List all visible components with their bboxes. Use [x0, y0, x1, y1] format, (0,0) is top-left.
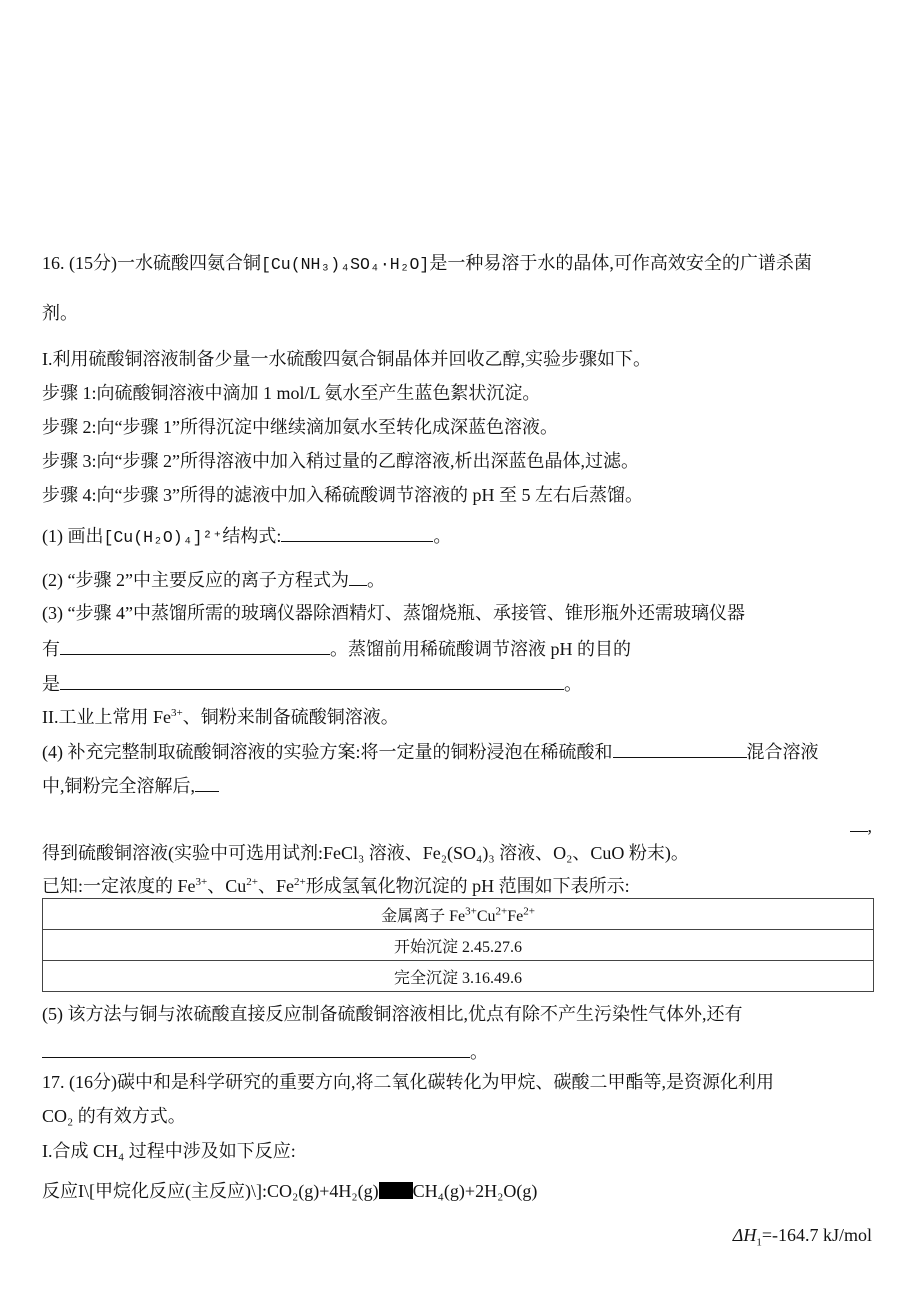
known-text-a: 已知:一定浓度的 Fe	[42, 876, 196, 896]
ions-text-b: Cu	[476, 907, 496, 925]
q5-answer-blank[interactable]	[42, 1040, 470, 1058]
q16-part1-heading: I.利用硫酸铜溶液制备少量一水硫酸四氨合铜晶体并回收乙醇,实验步骤如下。	[42, 349, 651, 369]
known-text-c: 、Fe	[257, 876, 294, 896]
q16-step2: 步骤 2:向“步骤 1”所得沉淀中继续滴加氨水至转化成深蓝色溶液。	[42, 417, 558, 437]
known-charge-3: 2+	[293, 876, 306, 888]
q16-question5: (5) 该方法与铜与浓硫酸直接反应制备硫酸铜溶液相比,优点有除不产生污染性气体外,还有	[42, 1004, 743, 1024]
q4-reagents: 得到硫酸铜溶液(实验中可选用试剂:FeCl₃ 溶液、Fe₂(SO₄)₃ 溶液、O₂、CuO 粉末)。	[42, 843, 689, 863]
known-text-d: 形成氢氧化物沉淀的 pH 范围如下表所示:	[305, 876, 630, 896]
table-row	[43, 930, 874, 961]
q3-text-b1: 有	[42, 639, 60, 659]
q17-part1-heading: I.合成 CH₄ 过程中涉及如下反应:	[42, 1141, 296, 1161]
q16-question2	[42, 568, 872, 591]
part2-charge: 3+	[171, 707, 183, 719]
equilibrium-arrow-icon	[379, 1182, 413, 1199]
q16-formula: [Cu(NH₃)₄SO₄·H₂O]	[261, 255, 430, 274]
q3-end: 。	[564, 674, 582, 694]
q16-step4: 步骤 4:向“步骤 3”所得的滤液中加入稀硫酸调节溶液的 pH 至 5 左右后蒸馏。	[42, 485, 643, 505]
part2-text-b: 、铜粉来制备硫酸铜溶液。	[182, 707, 399, 727]
known-text-b: 、Cu	[207, 876, 247, 896]
q1-end: 。	[433, 526, 452, 546]
q1-answer-blank[interactable]	[281, 524, 433, 542]
known-condition	[42, 875, 872, 897]
known-charge-1: 3+	[195, 876, 208, 888]
table-row	[43, 961, 874, 992]
q17-intro: 17. (16分)碳中和是科学研究的重要方向,将二氧化碳转化为甲烷、碳酸二甲酯等,是资源化利用	[42, 1072, 774, 1092]
q16-part2-heading	[42, 706, 872, 728]
ions-charge-1: 3+	[465, 905, 477, 918]
q3-instrument-blank[interactable]	[60, 637, 330, 655]
ions-text-c: Fe	[507, 907, 524, 925]
ph-table	[42, 898, 874, 992]
q2-text: (2) “步骤 2”中主要反应的离子方程式为	[42, 570, 349, 590]
q3-text-c1: 是	[42, 674, 60, 694]
q16-step1: 步骤 1:向硫酸铜溶液中滴加 1 mol/L 氨水至产生蓝色絮状沉淀。	[42, 383, 541, 403]
q4-comma: ,	[867, 816, 872, 836]
enthalpy-value: =-164.7 kJ/mol	[761, 1225, 872, 1245]
table-cell-ions	[43, 899, 874, 930]
q4-line2	[42, 774, 872, 797]
q16-question3: (3) “步骤 4”中蒸馏所需的玻璃仪器除酒精灯、蒸馏烧瓶、承接管、锥形瓶外还需玻璃仪器	[42, 603, 745, 623]
q3-purpose-blank[interactable]	[60, 672, 564, 690]
q1-text-b: 结构式:	[222, 526, 282, 546]
q4-procedure-blank[interactable]	[195, 774, 219, 792]
q16-intro-end: 剂。	[42, 303, 78, 323]
known-charge-2: 2+	[246, 876, 258, 888]
ions-charge-3: 2+	[523, 905, 535, 918]
enthalpy-subscript: 1	[756, 1236, 762, 1249]
q3-line3	[42, 672, 872, 695]
q5-end: 。	[470, 1042, 488, 1062]
q16-question1	[42, 524, 872, 549]
q4-line3	[42, 814, 872, 837]
q16-question4	[42, 740, 872, 763]
q17-intro-end: CO₂ 的有效方式。	[42, 1106, 186, 1126]
q4-procedure-blank-end[interactable]	[850, 814, 868, 832]
q2-end: 。	[366, 570, 385, 590]
q1-text: (1) 画出	[42, 526, 104, 546]
q4-text-b: 混合溶液	[746, 742, 819, 762]
table-cell-complete: 完全沉淀 3.16.49.6	[43, 961, 874, 992]
table-cell-start: 开始沉淀 2.45.27.6	[43, 930, 874, 961]
q4-reagent-blank[interactable]	[613, 740, 747, 758]
q16-intro-text: 是一种易溶于水的晶体,可作高效安全的广谱杀菌	[429, 253, 812, 273]
table-row	[43, 899, 874, 930]
q16-intro-line	[42, 252, 872, 276]
ions-text-a: 金属离子 Fe	[381, 907, 466, 925]
q4-text-a: (4) 补充完整制取硫酸铜溶液的实验方案:将一定量的铜粉浸泡在稀硫酸和	[42, 742, 613, 762]
enthalpy-symbol: ΔH	[732, 1225, 757, 1245]
q5-line2	[42, 1040, 872, 1063]
reaction-reactants: 反应I\[甲烷化反应(主反应)\]:CO₂(g)+4H₂(g)	[42, 1181, 379, 1201]
q17-enthalpy	[42, 1224, 872, 1249]
q4-text-c: 中,铜粉完全溶解后,	[42, 776, 195, 796]
q17-reaction-1	[42, 1180, 872, 1202]
q3-text-b2: 。蒸馏前用稀硫酸调节溶液 pH 的目的	[330, 639, 631, 659]
q16-number: 16. (15分)一水硫酸四氨合铜	[42, 253, 261, 273]
reaction-products: CH₄(g)+2H₂O(g)	[412, 1181, 538, 1201]
ions-charge-2: 2+	[495, 905, 508, 918]
q2-answer-blank[interactable]	[349, 568, 367, 586]
q3-line2	[42, 637, 872, 660]
q16-step3: 步骤 3:向“步骤 2”所得溶液中加入稍过量的乙醇溶液,析出深蓝色晶体,过滤。	[42, 451, 639, 471]
part2-text-a: II.工业上常用 Fe	[42, 707, 171, 727]
q1-formula: [Cu(H₂O)₄]²⁺	[103, 528, 223, 547]
